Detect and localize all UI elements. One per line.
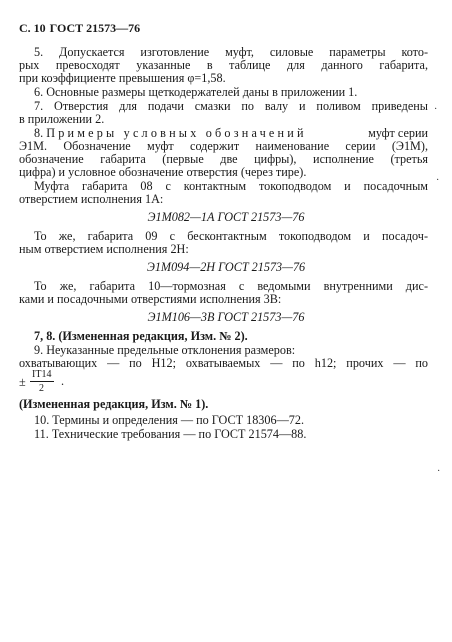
paragraph-8-line-4: цифра) и условное обозначение отверстия (через тире). <box>19 165 307 179</box>
paragraph-5-line-1: 5. Допускается изготовление муфт, силовые параметры кото- <box>34 45 428 59</box>
paragraph-8-tail: муфт серии <box>368 126 428 140</box>
fraction-numerator: IT14 <box>32 369 52 380</box>
margin-mark: · <box>436 175 440 186</box>
margin-mark: · <box>437 466 441 477</box>
paragraph-8-line-2: Э1М. Обозначение муфт содержит наименование серии (Э1М), <box>19 139 428 153</box>
paragraph-5-line-2: рых превосходят указанные в таблице для данного габарита, <box>19 58 428 72</box>
example-2-line-2: ным отверстием исполнения 2Н: <box>19 242 189 256</box>
page-header <box>19 22 140 35</box>
paragraph-8-line-3: обозначение габарита (первые две цифры), исполнение (третья <box>19 152 428 166</box>
example-3-line-2: ками и посадочными отверстиями исполнения 3В: <box>19 292 282 306</box>
amendment-note-2: 7, 8. (Измененная редакция, Изм. № 2). <box>34 329 248 343</box>
paragraph-6: 6. Основные размеры щеткодержателей даны в приложении 1. <box>34 85 358 99</box>
fraction-denominator: 2 <box>39 383 44 394</box>
example-2-designation: Э1М094—2Н ГОСТ 21573—76 <box>146 260 306 274</box>
margin-mark: · <box>434 104 438 115</box>
example-3-designation: Э1М106—3В ГОСТ 21573—76 <box>147 310 305 324</box>
paragraph-9-line-1: 9. Неуказанные предельные отклонения размеров: <box>34 343 296 357</box>
amendment-note-1: (Измененная редакция, Изм. № 1). <box>19 397 209 411</box>
paragraph-7-line-2: в приложении 2. <box>19 112 105 126</box>
fraction-bar <box>30 381 54 382</box>
example-1-line-1: Муфта габарита 08 с контактным токоподводом и посадочным <box>34 179 428 193</box>
example-1-line-2: отверстием исполнения 1А: <box>19 192 164 206</box>
example-3-line-1: То же, габарита 10—тормозная с ведомыми внутренними дис- <box>34 279 428 293</box>
paragraph-7-line-1: 7. Отверстия для подачи смазки по валу и поливом приведены <box>34 99 428 113</box>
plus-minus-sign: ± <box>19 375 26 389</box>
paragraph-8-number: 8. <box>34 126 44 140</box>
fraction-period: . <box>61 374 65 388</box>
page-number: С. 10 <box>19 21 46 35</box>
example-1-designation: Э1М082—1А ГОСТ 21573—76 <box>147 210 305 224</box>
paragraph-5-line-3: при коэффициенте превышения φ=1,58. <box>19 71 226 85</box>
examples-heading: Примеры условных обозначений <box>46 126 307 140</box>
paragraph-10: 10. Термины и определения — по ГОСТ 18306—72. <box>34 413 304 427</box>
paragraph-9-line-2: охватывающих — по Н12; охватываемых — по h12; прочих — по <box>19 356 428 370</box>
paragraph-11: 11. Технические требования — по ГОСТ 21574—88. <box>34 427 307 441</box>
standard-code: ГОСТ 21573—76 <box>49 21 141 35</box>
example-2-line-1: То же, габарита 09 с бесконтактным токоподводом и посадоч- <box>34 229 428 243</box>
